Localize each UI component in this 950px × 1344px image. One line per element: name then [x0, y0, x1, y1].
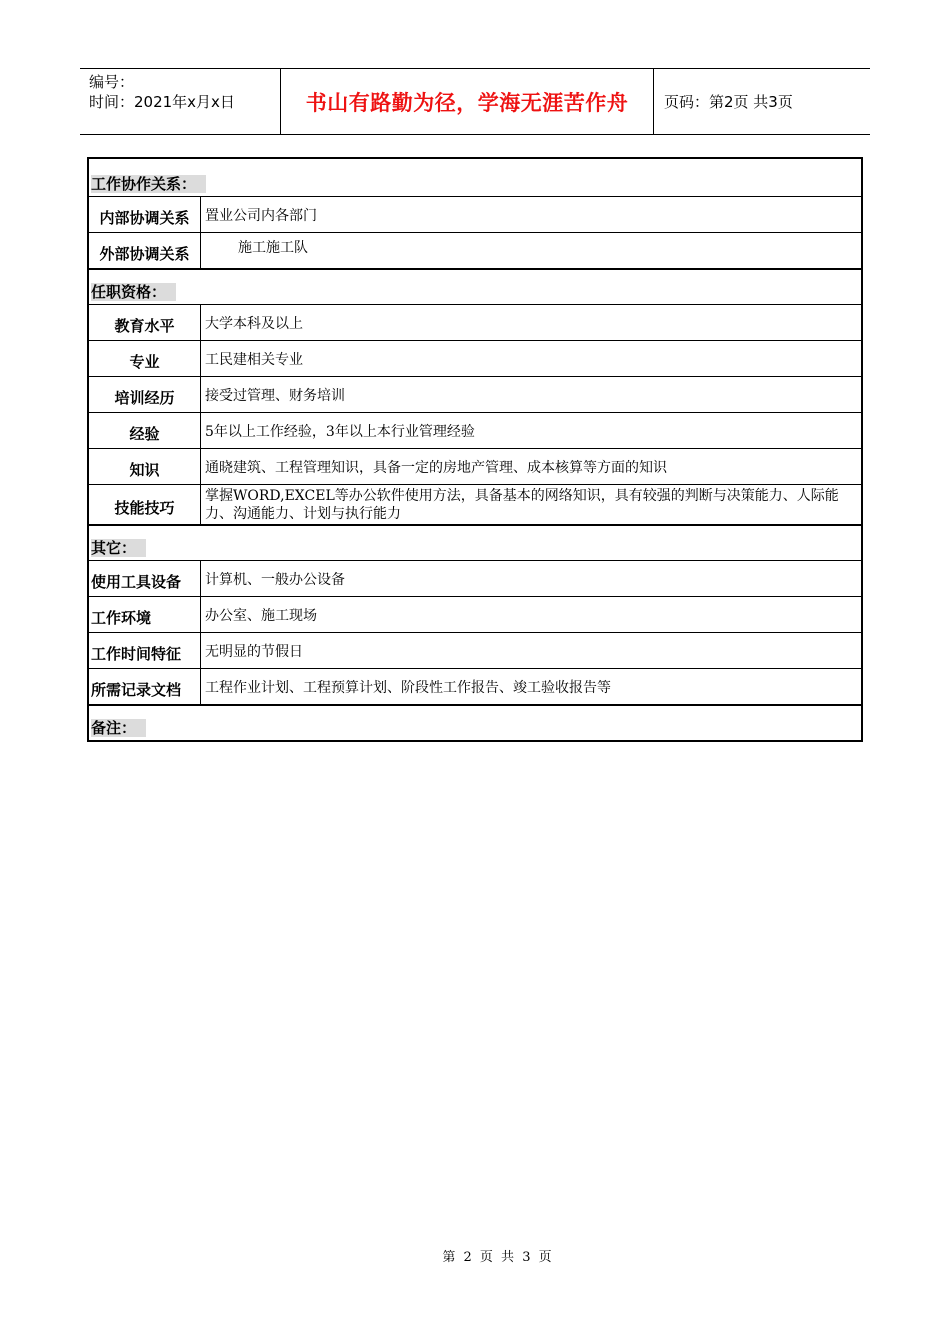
table-row [89, 340, 861, 376]
row-label: 教育水平 [89, 305, 201, 340]
page-footer: 第 2 页 共 3 页 [442, 1250, 552, 1265]
row-value: 施工施工队 [238, 240, 308, 256]
row-value: 接受过管理、财务培训 [205, 387, 345, 404]
table-row [89, 304, 861, 340]
row-label: 所需记录文档 [89, 669, 201, 704]
row-label: 知识 [89, 449, 201, 484]
row-value: 置业公司内各部门 [205, 207, 317, 224]
header-page-info: 页码：第2页 共3页 [664, 93, 793, 111]
row-value: 工民建相关专业 [205, 351, 303, 368]
row-value: 工程作业计划、工程预算计划、阶段性工作报告、竣工验收报告等 [205, 679, 611, 696]
table-row [89, 596, 861, 632]
row-value: 办公室、施工现场 [205, 607, 317, 624]
row-value: 掌握WORD,EXCEL等办公软件使用方法，具备基本的网络知识，具有较强的判断与决策能力、人际能力、沟通能力、计划与执行能力 [205, 487, 839, 522]
job-description-table [87, 157, 863, 742]
section-header-other [89, 524, 861, 560]
section-title: 其它： [91, 539, 146, 557]
row-value: 大学本科及以上 [205, 315, 303, 332]
section-header-qualification [89, 268, 861, 304]
table-row [89, 232, 861, 268]
header-meta [80, 69, 281, 134]
table-row [89, 668, 861, 704]
row-value: 通晓建筑、工程管理知识，具备一定的房地产管理、成本核算等方面的知识 [205, 459, 667, 476]
row-label: 使用工具设备 [89, 561, 201, 596]
table-row [89, 632, 861, 668]
table-row [89, 560, 861, 596]
document-number-label: 编号： [89, 73, 135, 91]
row-label: 经验 [89, 413, 201, 448]
table-row [89, 196, 861, 232]
row-label: 技能技巧 [89, 485, 201, 524]
table-row [89, 484, 861, 524]
section-title: 备注： [91, 719, 146, 737]
page-header [80, 68, 870, 135]
row-value: 无明显的节假日 [205, 643, 303, 660]
row-label: 专业 [89, 341, 201, 376]
table-row [89, 412, 861, 448]
row-label: 内部协调关系 [89, 197, 201, 232]
section-header-remarks [89, 704, 861, 740]
table-row [89, 376, 861, 412]
section-header-collaboration [89, 159, 861, 196]
row-label: 外部协调关系 [89, 233, 201, 268]
section-title: 任职资格： [91, 283, 176, 301]
table-row [89, 448, 861, 484]
row-label: 工作环境 [89, 597, 201, 632]
section-title: 工作协作关系： [91, 175, 206, 193]
row-label: 工作时间特征 [89, 633, 201, 668]
header-slogan: 书山有路勤为径，学海无涯苦作舟 [281, 69, 654, 134]
row-label: 培训经历 [89, 377, 201, 412]
row-value: 计算机、一般办公设备 [205, 571, 345, 588]
document-time-label: 时间：2021年x月x日 [89, 93, 235, 111]
row-value: 5年以上工作经验，3年以上本行业管理经验 [205, 423, 475, 440]
